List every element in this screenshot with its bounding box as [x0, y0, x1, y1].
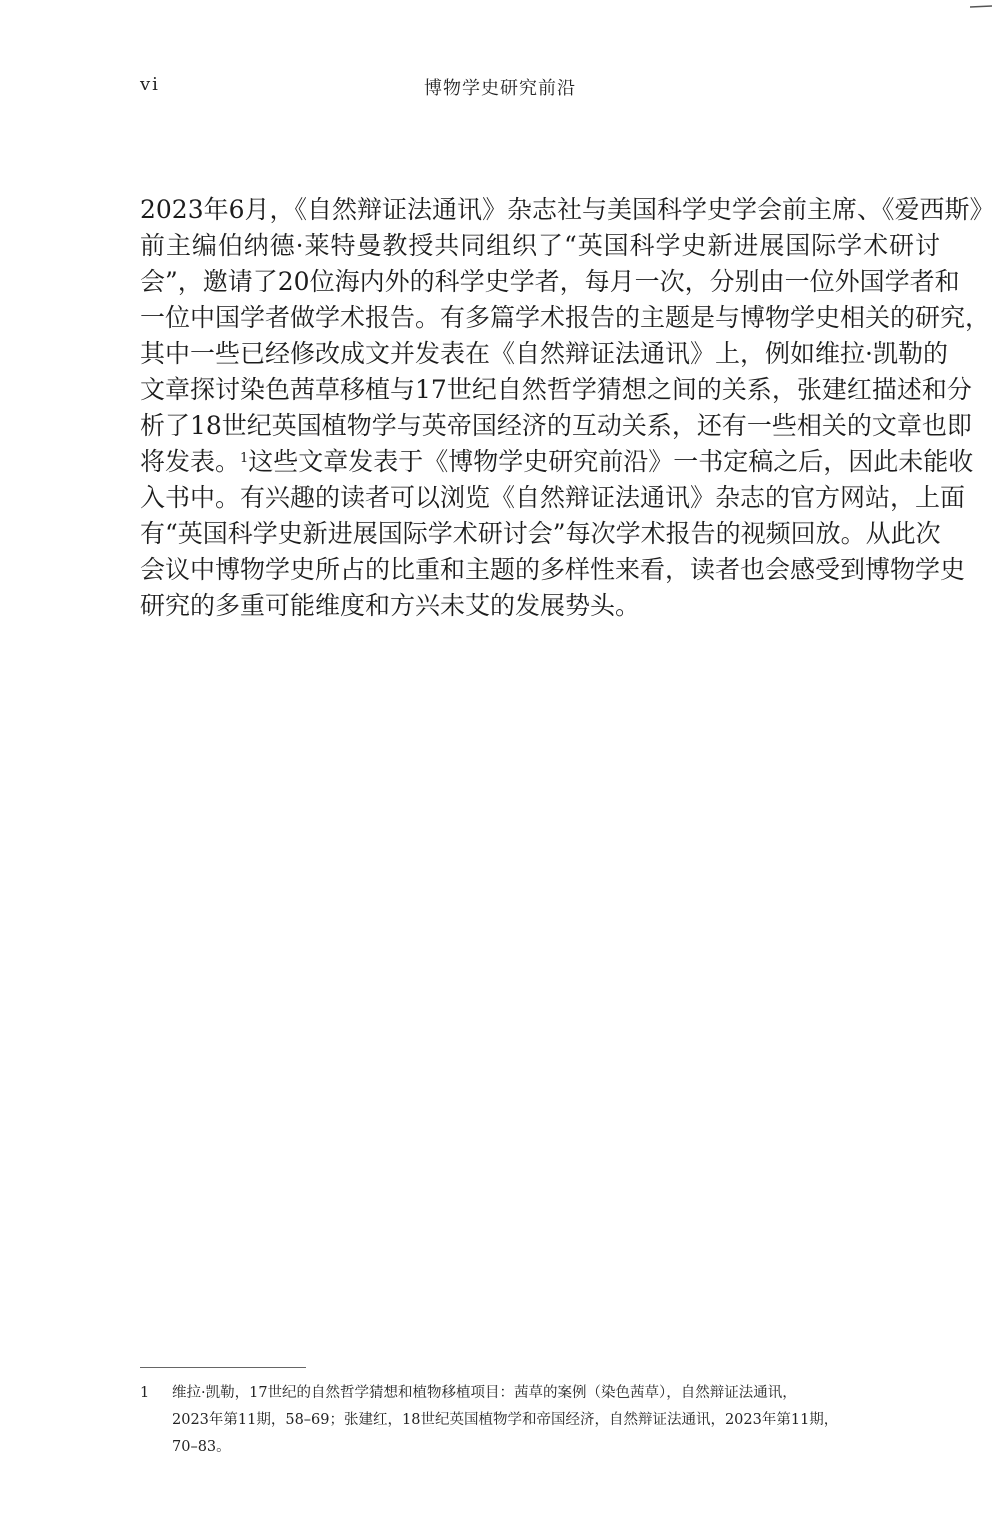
body-line: 会”，邀请了20位海内外的科学史学者，每月一次，分别由一位外国学者和 [140, 267, 960, 296]
scan-edge-mark-icon [970, 4, 992, 10]
footnote-reference[interactable]: 1 [240, 451, 249, 466]
body-line-tail: 这些文章发表于《博物学史研究前沿》一书定稿之后，因此未能收 [248, 447, 974, 476]
body-line: 入书中。有兴趣的读者可以浏览《自然辩证法通讯》杂志的官方网站，上面 [140, 483, 966, 512]
body-paragraph [140, 192, 995, 624]
footnote-line: 2023年第11期，58–69；张建红，18世纪英国植物学和帝国经济，自然辩证法通讯，2023年第11期， [172, 1412, 839, 1428]
footnote-divider [140, 1367, 306, 1368]
body-line: 研究的多重可能维度和方兴未艾的发展势头。 [140, 591, 641, 620]
body-line: 有“英国科学史新进展国际学术研讨会”每次学术报告的视频回放。从此次 [140, 519, 941, 548]
body-line: 文章探讨染色茜草移植与17世纪自然哲学猜想之间的关系，张建红描述和分 [140, 375, 972, 404]
body-line-head: 将发表。 [140, 447, 241, 476]
body-line: 2023年6月，《自然辩证法通讯》杂志社与美国科学史学会前主席、《爱西斯》 [140, 195, 995, 224]
footnote-line: 70–83。 [172, 1439, 231, 1455]
body-line: 一位中国学者做学术报告。有多篇学术报告的主题是与博物学史相关的研究， [140, 303, 991, 332]
body-line: 析了18世纪英国植物学与英帝国经济的互动关系，还有一些相关的文章也即 [140, 411, 972, 440]
body-line-with-footnote [140, 444, 974, 480]
page-header [0, 74, 1000, 106]
footnote-line: 维拉·凯勒，17世纪的自然哲学猜想和植物移植项目：茜草的案例（染色茜草），自然辩证法通讯， [172, 1385, 797, 1401]
body-line: 其中一些已经修改成文并发表在《自然辩证法通讯》上，例如维拉·凯勒的 [140, 339, 948, 368]
footnote-text [172, 1380, 940, 1461]
body-line: 会议中博物学史所占的比重和主题的多样性来看，读者也会感受到博物学史 [140, 555, 966, 584]
running-title: 博物学史研究前沿 [424, 78, 576, 99]
page-number: vi [140, 74, 160, 95]
body-line: 前主编伯纳德·莱特曼教授共同组织了“英国科学史新进展国际学术研讨 [140, 231, 940, 260]
footnote-marker: 1 [140, 1385, 150, 1401]
